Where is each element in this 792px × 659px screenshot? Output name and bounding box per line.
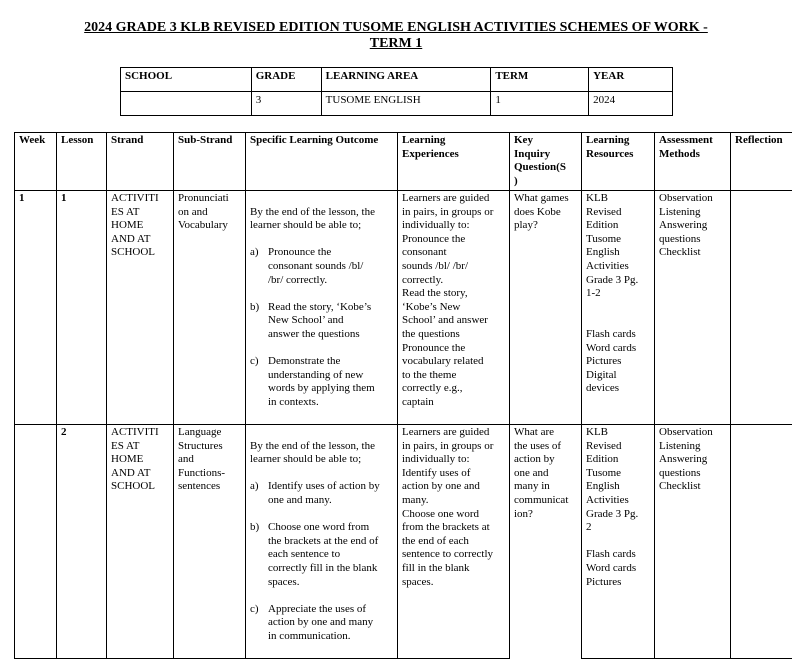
header-experiences: Learning Experiences bbox=[398, 133, 510, 191]
info-grade: 3 bbox=[251, 92, 321, 116]
info-value-row bbox=[121, 92, 673, 116]
info-learning-area: TUSOME ENGLISH bbox=[321, 92, 491, 116]
outcome-text: Read the story, ‘Kobe’s New School’ and answer the questions bbox=[268, 301, 371, 342]
outcome-item bbox=[250, 246, 393, 287]
week-cell: 1 bbox=[15, 191, 57, 425]
header-assessment: Assessment Methods bbox=[655, 133, 731, 191]
outcome-text: Choose one word from the brackets at the end of each sentence to correctly fill in the blank spaces. bbox=[268, 521, 378, 589]
outcome-label: a) bbox=[250, 246, 268, 287]
outcome-text: Pronounce the consonant sounds /bl/ /br/ correctly. bbox=[268, 246, 363, 287]
sub-strand-cell: Pronunciati on and Vocabulary bbox=[174, 191, 246, 425]
outcome-text: Identify uses of action by one and many. bbox=[268, 480, 380, 507]
outcome-label: c) bbox=[250, 355, 268, 409]
outcome-text: Demonstrate the understanding of new words by applying them in contexts. bbox=[268, 355, 375, 409]
outcome-label: a) bbox=[250, 480, 268, 507]
strand-cell: ACTIVITI ES AT HOME AND AT SCHOOL bbox=[107, 425, 174, 659]
header-resources: Learning Resources bbox=[582, 133, 655, 191]
info-header-learning-area: LEARNING AREA bbox=[321, 68, 491, 92]
info-term: 1 bbox=[491, 92, 589, 116]
lesson-cell: 1 bbox=[57, 191, 107, 425]
info-header-term: TERM bbox=[491, 68, 589, 92]
outcome-label: c) bbox=[250, 603, 268, 644]
header-strand: Strand bbox=[107, 133, 174, 191]
header-outcome: Specific Learning Outcome bbox=[246, 133, 398, 191]
week-cell bbox=[15, 425, 57, 659]
outcome-label: b) bbox=[250, 521, 268, 589]
outcome-intro: By the end of the lesson, the learner should be able to; bbox=[250, 206, 393, 233]
assessment-cell: Observation Listening Answering questions Checklist bbox=[655, 191, 731, 425]
assessment-cell: Observation Listening Answering questions Checklist bbox=[655, 425, 731, 659]
resources-cell: KLB Revised Edition Tusome English Activities Grade 3 Pg. 2 Flash cards Word cards Pictures bbox=[582, 425, 655, 659]
title-line-2: TERM 1 bbox=[0, 36, 792, 52]
scheme-of-work-table bbox=[14, 132, 792, 659]
header-sub-strand: Sub-Strand bbox=[174, 133, 246, 191]
info-year: 2024 bbox=[589, 92, 673, 116]
info-school bbox=[121, 92, 252, 116]
outcome-item bbox=[250, 521, 393, 589]
experiences-cell: Learners are guided in pairs, in groups or individually to: Identify uses of action by one and many. Choose one word from the brackets at the end of each sentence to correctly fill in the blank spaces. bbox=[398, 425, 510, 659]
table-row bbox=[15, 191, 792, 425]
strand-cell: ACTIVITI ES AT HOME AND AT SCHOOL bbox=[107, 191, 174, 425]
info-header-grade: GRADE bbox=[251, 68, 321, 92]
header-lesson: Lesson bbox=[57, 133, 107, 191]
outcome-cell bbox=[246, 425, 398, 659]
header-week: Week bbox=[15, 133, 57, 191]
outcome-label: b) bbox=[250, 301, 268, 342]
info-header-year: YEAR bbox=[589, 68, 673, 92]
outcome-item bbox=[250, 355, 393, 409]
reflection-cell bbox=[731, 425, 792, 659]
table-row bbox=[15, 425, 792, 659]
outcome-item bbox=[250, 301, 393, 342]
table-header-row bbox=[15, 133, 792, 191]
resources-cell: KLB Revised Edition Tusome English Activities Grade 3 Pg. 1-2 Flash cards Word cards Pictures Digital devices bbox=[582, 191, 655, 425]
header-reflection: Reflection bbox=[731, 133, 792, 191]
info-header-row bbox=[121, 68, 673, 92]
key-question-cell: What are the uses of action by one and many in communicat ion? bbox=[510, 425, 582, 659]
title-line-1: 2024 GRADE 3 KLB REVISED EDITION TUSOME ENGLISH ACTIVITIES SCHEMES OF WORK - bbox=[0, 20, 792, 36]
reflection-cell bbox=[731, 191, 792, 425]
outcome-item bbox=[250, 480, 393, 507]
outcome-intro: By the end of the lesson, the learner should be able to; bbox=[250, 440, 393, 467]
school-info-table bbox=[120, 67, 673, 116]
key-question-cell: What games does Kobe play? bbox=[510, 191, 582, 425]
sub-strand-cell: Language Structures and Functions- sentences bbox=[174, 425, 246, 659]
outcome-text: Appreciate the uses of action by one and many in communication. bbox=[268, 603, 373, 644]
outcome-cell bbox=[246, 191, 398, 425]
experiences-cell: Learners are guided in pairs, in groups or individually to: Pronounce the consonant sounds /bl/ /br/ correctly. Read the story, ‘Kobe’s New School’ and answer the questions Pronounce the vocabulary related to the theme correctly e.g., captain bbox=[398, 191, 510, 425]
document-title bbox=[0, 20, 792, 52]
info-header-school: SCHOOL bbox=[121, 68, 252, 92]
outcome-item bbox=[250, 603, 393, 644]
lesson-cell: 2 bbox=[57, 425, 107, 659]
header-key-question: Key Inquiry Question(S ) bbox=[510, 133, 582, 191]
